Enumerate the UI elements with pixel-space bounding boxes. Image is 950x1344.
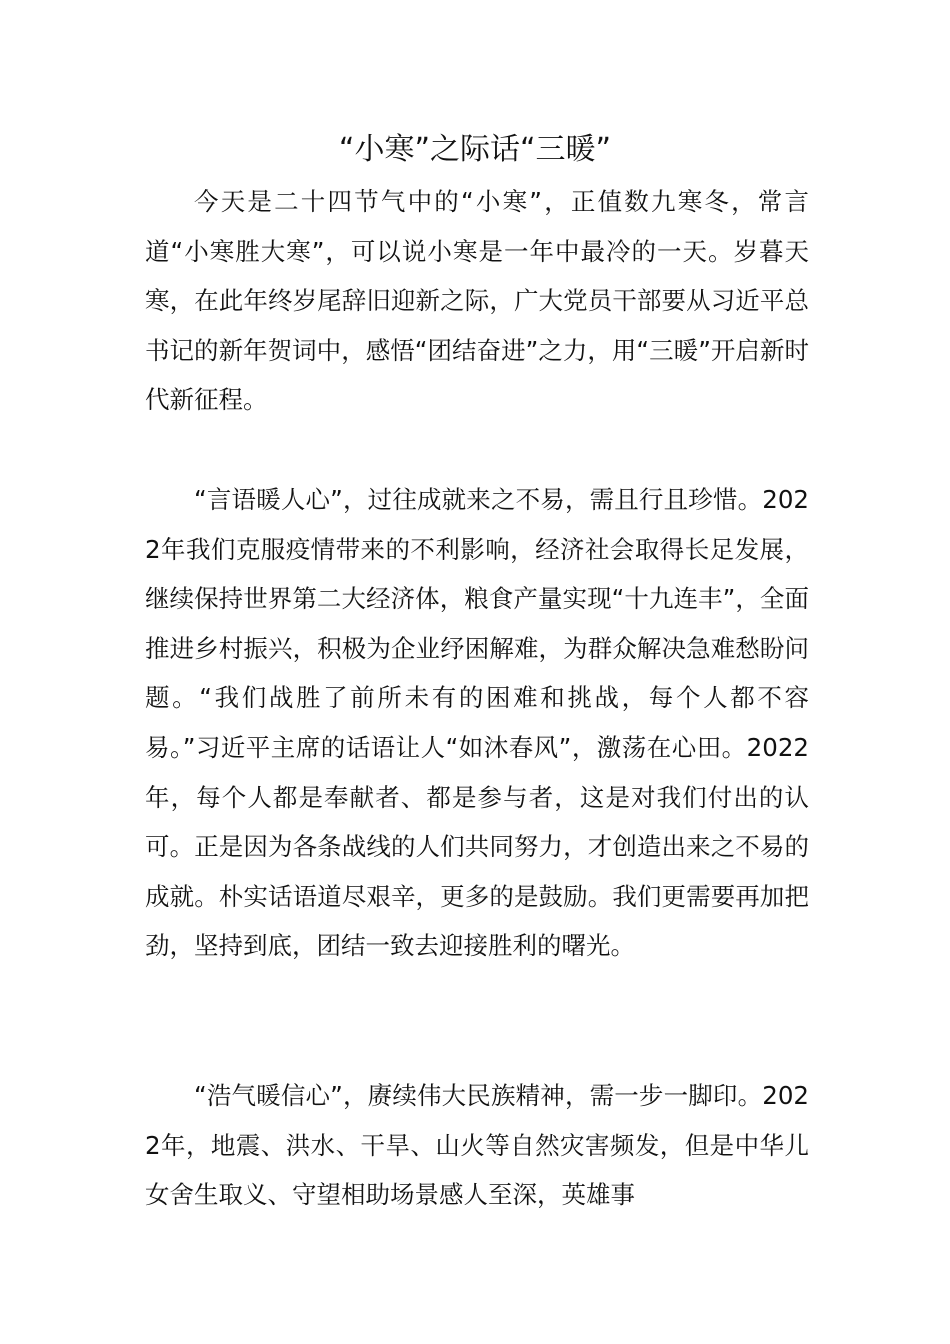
document-title: “小寒”之际话“三暖” [338,132,612,167]
paragraph-warm-words: “言语暖人心”，过往成就来之不易，需且行且珍惜。2022年我们克服疫情带来的不利影响，经济社会取得长足发展，继续保持世界第二大经济体，粮食产量实现“十九连丰”，全面推进乡村振兴，积极为企业纾困解难，为群众解决急难愁盼问题。“我们战胜了前所未有的困难和挑战，每个人都不容易。”习近平主席的话语让人“如沐春风”，激荡在心田。2022年，每个人都是奉献者、都是参与者，这是对我们付出的认可。正是因为各条战线的人们共同努力，才创造出来之不易的成就。朴实话语道尽艰辛，更多的是鼓励。我们更需要再加把劲，坚持到底，团结一致去迎接胜利的曙光。 [145,485,809,961]
paragraph-intro: 今天是二十四节气中的“小寒”，正值数九寒冬，常言道“小寒胜大寒”，可以说小寒是一年中最冷的一天。岁暮天寒，在此年终岁尾辞旧迎新之际，广大党员干部要从习近平总书记的新年贺词中，感悟“团结奋进”之力，用“三暖”开启新时代新征程。 [145,187,809,415]
paragraph-warm-spirit: “浩气暖信心”，赓续伟大民族精神，需一步一脚印。2022年，地震、洪水、干旱、山火等自然灾害频发，但是中华儿女舍生取义、守望相助场景感人至深，英雄事 [145,1081,809,1210]
